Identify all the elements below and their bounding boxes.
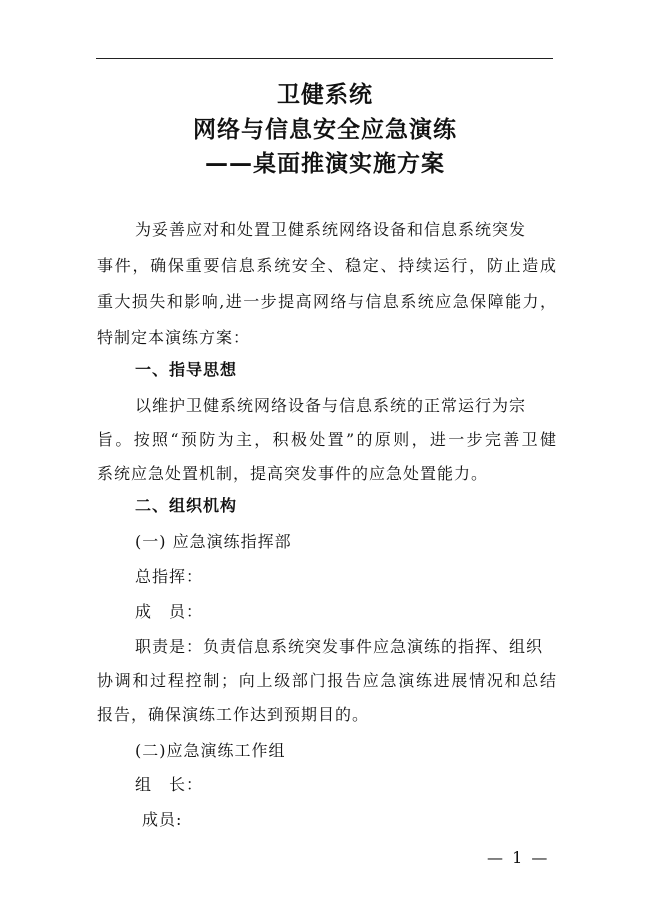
duty-line: 协调和过程控制；向上级部门报告应急演练进展情况和总结 (97, 671, 557, 690)
title-line-3: ——桌面推演实施方案 (205, 151, 445, 177)
section-heading-guiding-ideology: 一、指导思想 (135, 360, 238, 379)
subsection-working-group: (二)应急演练工作组 (135, 741, 286, 760)
header-rule (96, 58, 553, 59)
commander-field: 总指挥： (135, 567, 204, 586)
duty-line: 报告，确保演练工作达到预期目的。 (97, 705, 370, 724)
intro-line: 为妥善应对和处置卫健系统网络设备和信息系统突发 (135, 220, 527, 239)
intro-line: 重大损失和影响,进一步提高网络与信息系统应急保障能力， (97, 292, 557, 311)
members-field: 成 员： (135, 602, 204, 621)
group-leader-field: 组 长： (135, 775, 204, 794)
intro-line: 事件，确保重要信息系统安全、稳定、持续运行，防止造成 (97, 256, 557, 275)
section1-line: 系统应急处置机制，提高突发事件的应急处置能力。 (97, 464, 489, 483)
page-number: — 1 — (487, 848, 550, 867)
section1-line: 以维护卫健系统网络设备与信息系统的正常运行为宗 (135, 396, 527, 415)
title-line-1: 卫健系统 (277, 82, 373, 108)
title-line-2: 网络与信息安全应急演练 (193, 117, 457, 143)
intro-line: 特制定本演练方案： (97, 328, 251, 347)
section-heading-organization: 二、组织机构 (135, 496, 238, 515)
subsection-command-center: (一) 应急演练指挥部 (135, 532, 292, 551)
section1-line: 旨。按照“预防为主，积极处置”的原则，进一步完善卫健 (97, 430, 557, 449)
duty-line: 职责是：负责信息系统突发事件应急演练的指挥、组织 (135, 637, 544, 656)
group-members-field: 成员: (142, 810, 183, 829)
